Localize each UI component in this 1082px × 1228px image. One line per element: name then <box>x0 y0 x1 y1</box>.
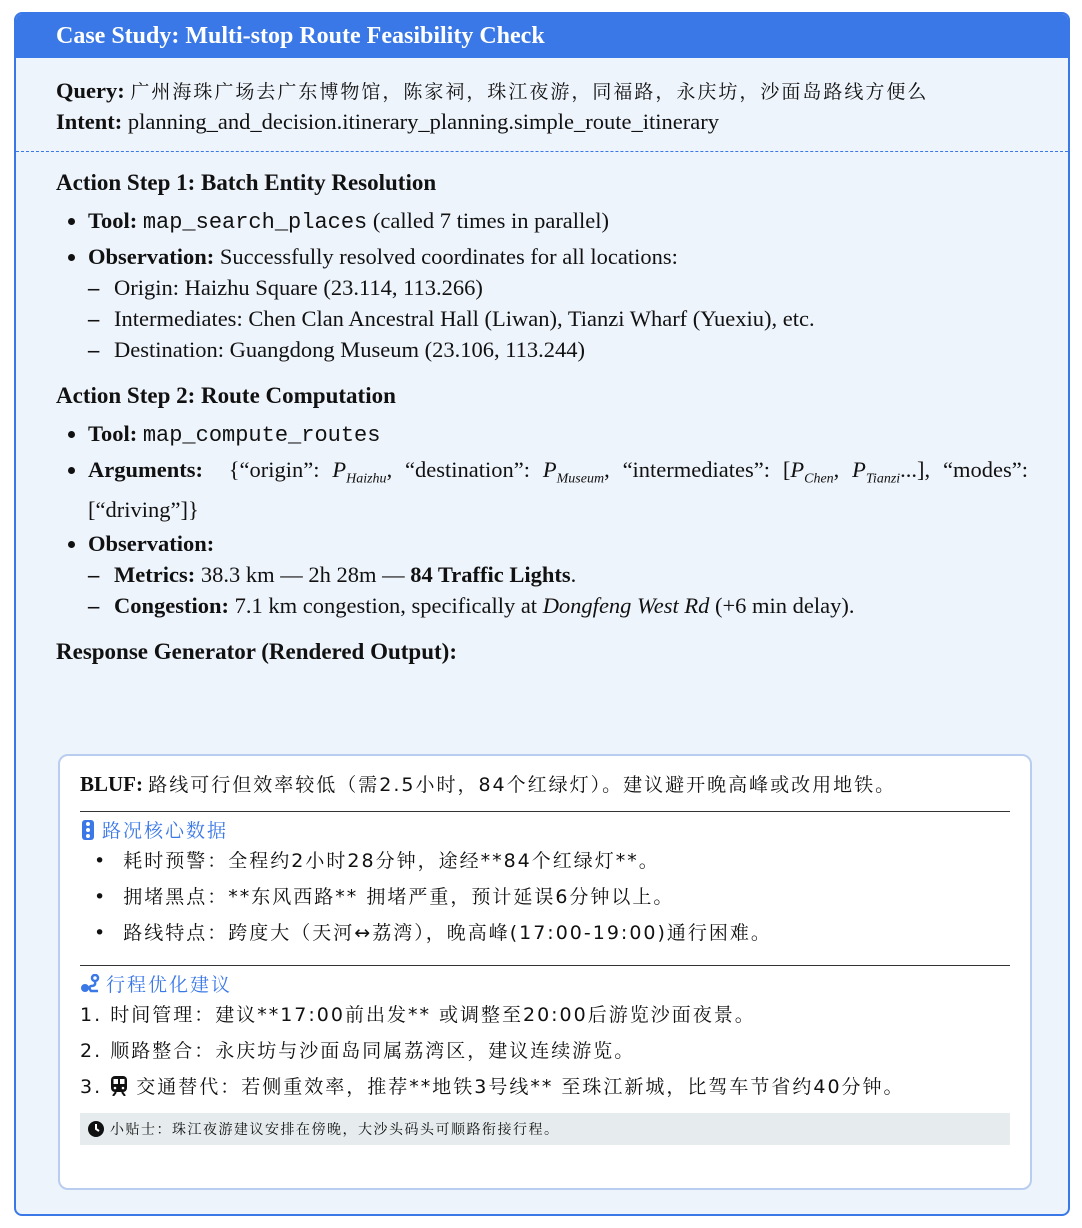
list-item: 顺路整合：永庆坊与沙面岛同属荔湾区，建议连续游览。 <box>110 1040 636 1062</box>
list-item: 拥堵黑点：**东风西路** 拥堵严重，预计延误6分钟以上。 <box>123 886 675 908</box>
bluf-text: 路线可行但效率较低（需2.5小时，84个红绿灯）。建议避开晚高峰或改用地铁。 <box>148 774 897 796</box>
divider <box>80 811 1010 812</box>
traffic-light-icon <box>80 820 96 840</box>
divider <box>16 151 1068 152</box>
box-title: Case Study: Multi-stop Route Feasibility Check <box>16 14 1068 58</box>
intent-text: planning_and_decision.itinerary_planning.simple_route_itinerary <box>127 109 719 134</box>
case-study-box <box>14 12 1070 1216</box>
query-text: 广州海珠广场去广东博物馆，陈家祠，珠江夜游，同福路，永庆坊，沙面岛路线方便么 <box>130 81 929 103</box>
step2-arguments: • Arguments: {“origin”: $P_{Haizhu}$, “destination”: $P_{Museum}$, “intermediates”: [$P_{Chen}$, $P_{Tianzi}$...], “modes”: [“driving”]} <box>88 455 1028 525</box>
list-item: – Origin: Haizhu Square (23.114, 113.266) <box>114 273 1028 303</box>
clock-icon <box>88 1121 104 1137</box>
query-label: Query: <box>56 78 125 103</box>
metrics: – Metrics: 38.3 km — 2h 28m — 84 Traffic Lights. <box>114 560 1028 590</box>
list-item: 耗时预警：全程约2小时28分钟，途经**84个红绿灯**。 <box>123 850 660 872</box>
list-item: 时间管理：建议**17:00前出发** 或调整至20:00后游览沙面夜景。 <box>110 1004 756 1026</box>
list-item: 交通替代：若侧重效率，推荐**地铁3号线** 至珠江新城，比驾车节省约40分钟。 <box>136 1076 905 1098</box>
section-traffic-title: 路况核心数据 <box>102 820 229 842</box>
tip-box: 小贴士：珠江夜游建议安排在傍晚，大沙头码头可顺路衔接行程。 <box>80 1113 1010 1145</box>
response-title: Response Generator (Rendered Output): <box>56 638 457 664</box>
step1-tool: • Tool: map_search_places (called 7 times in parallel) <box>88 206 1028 238</box>
step1-title: Action Step 1: Batch Entity Resolution <box>56 170 437 195</box>
section-optimize-title: 行程优化建议 <box>106 974 233 996</box>
list-item: – Intermediates: Chen Clan Ancestral Hall (Liwan), Tianzi Wharf (Yuexiu), etc. <box>114 304 1028 334</box>
step2-tool: • Tool: map_compute_routes <box>88 419 1028 451</box>
rendered-output: BLUF: 路线可行但效率较低（需2.5小时，84个红绿灯）。建议避开晚高峰或改用地铁。 路况核心数据 • 耗时预警：全程约2小时28分钟，途经**84个红绿灯**。 • 拥堵黑点：**东风西路** 拥堵严重，预计延误6分钟以上。 • 路线特点：跨度大（天河↔荔湾），晚高峰(17:00-19:00)通行困难。 行程优化建议 1. 时间管理：建议**17:00前出发** 或调整至20:00后游览沙面夜景。 2. 顺路整合：永庆坊与沙面岛同属荔湾区，建议连续游览。 3. 交通替代：若侧重效率，推荐**地铁3号线** 至珠江新城，比驾车节省约40分钟。 小贴士：珠江夜游建议安排在傍晚，大沙头码头可顺路衔接行程。 <box>58 754 1032 1190</box>
bluf-label: BLUF: <box>80 772 143 796</box>
step2-observation: • Observation: – Metrics: 38.3 km — 2h 28m — 84 Traffic Lights. – Congestion: 7.1 km congestion, specifically at Dongfeng West Rd (+6 min delay). <box>88 529 1028 621</box>
steps <box>16 170 1068 665</box>
divider <box>80 965 1010 966</box>
step2-title: Action Step 2: Route Computation <box>56 383 396 408</box>
intent-label: Intent: <box>56 109 123 134</box>
list-item: 路线特点：跨度大（天河↔荔湾），晚高峰(17:00-19:00)通行困难。 <box>123 922 772 944</box>
list-item: – Destination: Guangdong Museum (23.106, 113.244) <box>114 335 1028 365</box>
step1-observation: • Observation: Successfully resolved coordinates for all locations: – Origin: Haizhu Square (23.114, 113.266) – Intermediates: Chen Clan Ancestral Hall (Liwan), Tianzi Wharf (Yuexiu), etc. – Destination: Guangdong Museum (23.106, 113.244) <box>88 242 1028 365</box>
route-icon <box>80 974 100 994</box>
congestion: – Congestion: 7.1 km congestion, specifically at Dongfeng West Rd (+6 min delay). <box>114 591 1028 621</box>
query-section <box>16 58 1068 151</box>
metro-icon <box>110 1076 128 1096</box>
